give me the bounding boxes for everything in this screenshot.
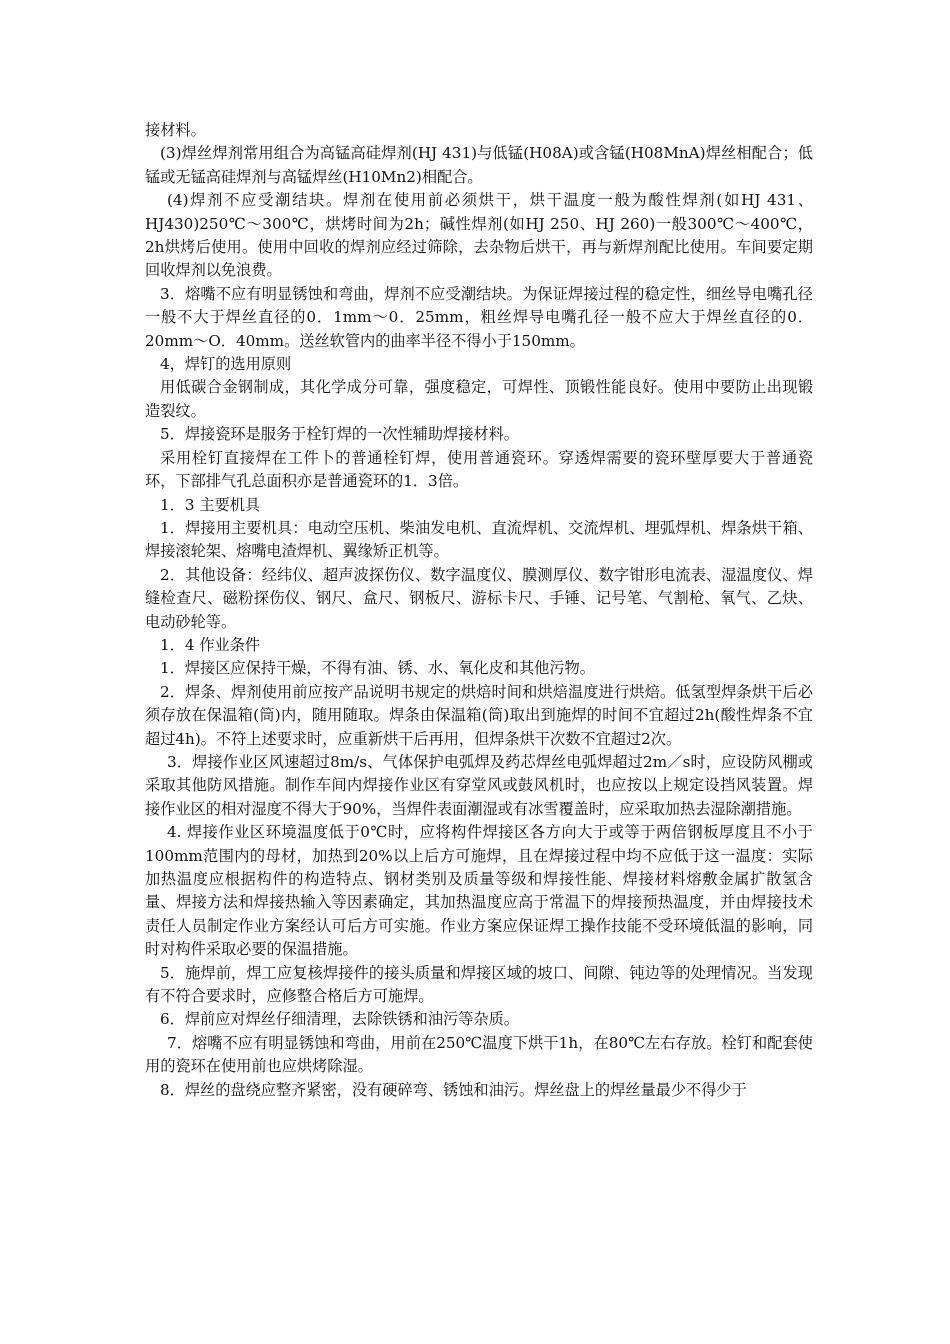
paragraph-16: 4. 焊接作业区环境温度低于0℃时，应将构件焊接区各方向大于或等于两倍钢板厚度且不小于100mm范围内的母材，加热到20%以上后方可施焊，且在焊接过程中均不应低于这一温度：实际加热温度应根据构件的构造特点、钢材类别及质量等级和焊接性能、焊接材料熔敷金属扩散氢含量、焊接方法和焊接热输入等因素确定，其加热温度应高于常温下的焊接预热温度，并由焊接技术责任人员制定作业方案经认可后方可实施。作业方案应保证焊工操作技能不受环境低温的影响，同时对构件采取必要的保温措施。 — [145, 823, 813, 959]
paragraph-2: (3)焊丝焊剂常用组合为高锰高硅焊剂(HJ 431)与低锰(H08A)或含锰(H08MnA)焊丝相配合；低锰或无锰高硅焊剂与高锰焊丝(H10Mn2)相配合。 — [145, 144, 813, 186]
paragraph-18: 6．焊前应对焊丝仔细清理，去除铁锈和油污等杂质。 — [160, 1010, 519, 1029]
paragraph-13: 1．焊接区应保持干燥，不得有油、锈、水、氧化皮和其他污物。 — [160, 659, 595, 678]
paragraph-15: 3．焊接作业区风速超过8m/s、气体保护电弧焊及药芯焊丝电弧焊超过2m／s时，应设防风棚或采取其他防风措施。制作车间内焊接作业区有穿堂风或鼓风机时，也应按以上规定设挡风装置。焊接作业区的相对湿度不得大于90%，当焊件表面潮湿或有冰雪覆盖时，应采取加热去湿除潮措施。 — [145, 752, 813, 818]
paragraph-6: 用低碳合金钢制成，其化学成分可靠，强度稳定，可焊性、顶锻性能良好。使用中要防止出现锻造裂纹。 — [145, 378, 813, 420]
paragraph-7: 5．焊接瓷环是服务于栓钉焊的一次性辅助焊接材料。 — [160, 425, 519, 444]
paragraph-1: 接材料。 — [145, 121, 206, 139]
paragraph-11: 2．其他设备：经纬仪、超声波探伤仪、数字温度仪、膜测厚仪、数字钳形电流表、湿温度仪、焊缝检查尺、磁粉探伤仪、钢尺、盒尺、钢板尺、游标卡尺、手锤、记号笔、气割枪、氧气、乙炔、电动砂轮等。 — [145, 565, 813, 631]
paragraph-10: 1．焊接用主要机具：电动空压机、柴油发电机、直流焊机、交流焊机、埋弧焊机、焊条烘干箱、焊接滚轮架、熔嘴电渣焊机、翼缘矫正机等。 — [145, 518, 813, 561]
paragraph-5: 4，焊钉的选用原则 — [160, 355, 292, 374]
paragraph-20: 8．焊丝的盘绕应整齐紧密，没有硬碎弯、锈蚀和油污。焊丝盘上的焊丝量最少不得少于 — [160, 1080, 747, 1099]
body-text — [145, 119, 813, 1102]
paragraph-17: 5．施焊前，焊工应复核焊接件的接头质量和焊接区域的坡口、间隙、钝边等的处理情况。当发现有不符合要求时，应修整合格后方可施焊。 — [145, 963, 813, 1006]
paragraph-3: (4)焊剂不应受潮结块。焊剂在使用前必须烘干，烘干温度一般为酸性焊剂(如HJ 431、HJ430)250℃～300℃，烘烤时间为2h；碱性焊剂(如HJ 250、HJ 260)一般300℃～400℃，2h烘烤后使用。使用中回收的焊剂应经过筛除，去杂物后烘干，再与新焊剂配比使用。车间要定期回收焊剂以免浪费。 — [145, 191, 813, 280]
paragraph-19: 7．熔嘴不应有明显锈蚀和弯曲，用前在250℃温度下烘干1h，在80℃左右存放。栓钉和配套使用的瓷环在使用前也应烘烤除湿。 — [145, 1033, 813, 1076]
paragraph-4: 3．熔嘴不应有明显锈蚀和弯曲，焊剂不应受潮结块。为保证焊接过程的稳定性，细丝导电嘴孔径一般不大于焊丝直径的0．1mm～0．25mm，粗丝焊导电嘴孔径一般不应大于焊丝直径的0．20mm～O．40mm。送丝软管内的曲率半径不得小于150mm。 — [145, 284, 813, 350]
section-heading-1-3: 1．3 主要机具 — [160, 495, 261, 514]
paragraph-8: 采用栓钉直接焊在工件卜的普通栓钉焊，使用普通瓷环。穿透焊需要的瓷环壁厚要大于普通瓷环，下部排气孔总面积亦是普通瓷环的1．3倍。 — [145, 448, 813, 491]
paragraph-14: 2．焊条、焊剂使用前应按产品说明书规定的烘焙时间和烘焙温度进行烘焙。低氢型焊条烘干后必须存放在保温箱(筒)内，随用随取。焊条由保温箱(筒)取出到施焊的时间不宜超过2h(酸性焊条不宜超过4h)。不符上述要求时，应重新烘干后再用，但焊条烘干次数不宜超过2次。 — [145, 682, 813, 748]
section-heading-1-4: 1．4 作业条件 — [160, 635, 261, 654]
